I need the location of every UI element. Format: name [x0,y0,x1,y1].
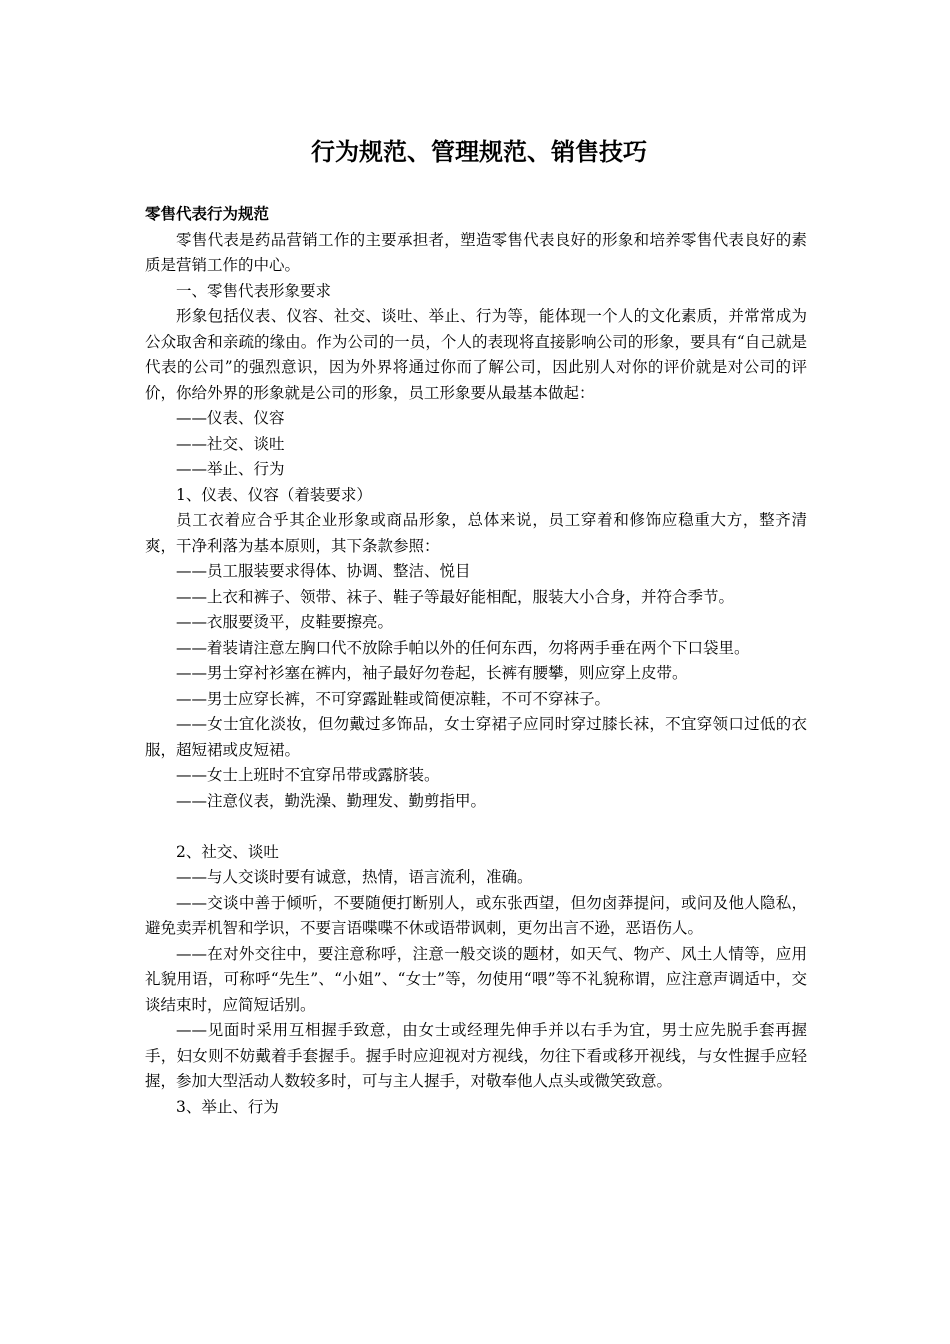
subheading: 2、社交、谈吐 [176,842,279,861]
list-item: ——男士穿衬衫塞在裤内，袖子最好勿卷起，长裤有腰攀，则应穿上皮带。 [176,664,688,682]
subheading: 一、零售代表形象要求 [176,281,332,300]
subheading: 3、举止、行为 [176,1097,279,1116]
list-item: ——女士上班时不宜穿吊带或露脐装。 [176,766,440,784]
list-item: ——员工服装要求得体、协调、整洁、悦目 [176,562,471,580]
list-item: ——社交、谈吐 [176,434,285,453]
section-heading: 零售代表行为规范 [145,205,270,223]
list-item: ——在对外交往中，要注意称呼，注意一般交谈的题材，如天气、物产、风土人情等，应用礼貌用语，可称呼“先生”、“小姐”、“女士”等，勿使用“喂”等不礼貌称谓，应注意声调适中，交谈结束时，应简短话别。 [145,944,807,1014]
list-item: ——举止、行为 [176,460,285,478]
list-item: ——仪表、仪容 [176,409,285,427]
paragraph: 零售代表是药品营销工作的主要承担者，塑造零售代表良好的形象和培养零售代表良好的素质是营销工作的中心。 [145,230,807,274]
paragraph: 形象包括仪表、仪容、社交、谈吐、举止、行为等，能体现一个人的文化素质，并常常成为公众取舍和亲疏的缘由。作为公司的一员，个人的表现将直接影响公司的形象，要具有“自己就是代表的公司”的强烈意识，因为外界将通过你而了解公司，因此别人对你的评价就是对公司的评价，你给外界的形象就是公司的形象，员工形象要从最基本做起： [145,307,807,402]
list-item: ——交谈中善于倾听，不要随便打断别人，或东张西望，但勿卤莽提问，或问及他人隐私，避免卖弄机智和学识，不要言语喋喋不休或语带讽刺，更勿出言不逊，恶语伤人。 [145,893,807,937]
list-item: ——男士应穿长裤，不可穿露趾鞋或简便凉鞋，不可不穿袜子。 [176,689,611,708]
document-page [145,135,807,1120]
blank-line [145,814,807,840]
list-item: ——上衣和裤子、领带、袜子、鞋子等最好能相配，服装大小合身，并符合季节。 [176,587,735,606]
list-item: ——见面时采用互相握手致意，由女士或经理先伸手并以右手为宜，男士应先脱手套再握手，妇女则不妨戴着手套握手。握手时应迎视对方视线，勿往下看或移开视线，与女性握手应轻握，参加大型活动人数较多时，可与主人握手，对敬奉他人点头或微笑致意。 [145,1021,807,1090]
list-item: ——着装请注意左胸口代不放除手帕以外的任何东西，勿将两手垂在两个下口袋里。 [176,638,750,657]
subheading: 1、仪表、仪容（着装要求） [176,485,372,504]
list-item: ——注意仪表，勤洗澡、勤理发、勤剪指甲。 [176,791,487,810]
list-item: ——与人交谈时要有诚意，热情，语言流利，准确。 [176,868,533,886]
paragraph: 员工衣着应合乎其企业形象或商品形象，总体来说，员工穿着和修饰应稳重大方，整齐清爽，干净利落为基本原则，其下条款参照： [145,511,807,555]
list-item: ——女士宜化淡妆，但勿戴过多饰品，女士穿裙子应同时穿过膝长袜，不宜穿领口过低的衣服，超短裙或皮短裙。 [145,715,807,759]
list-item: ——衣服要烫平，皮鞋要擦亮。 [176,613,394,631]
document-title: 行为规范、管理规范、销售技巧 [311,138,647,166]
